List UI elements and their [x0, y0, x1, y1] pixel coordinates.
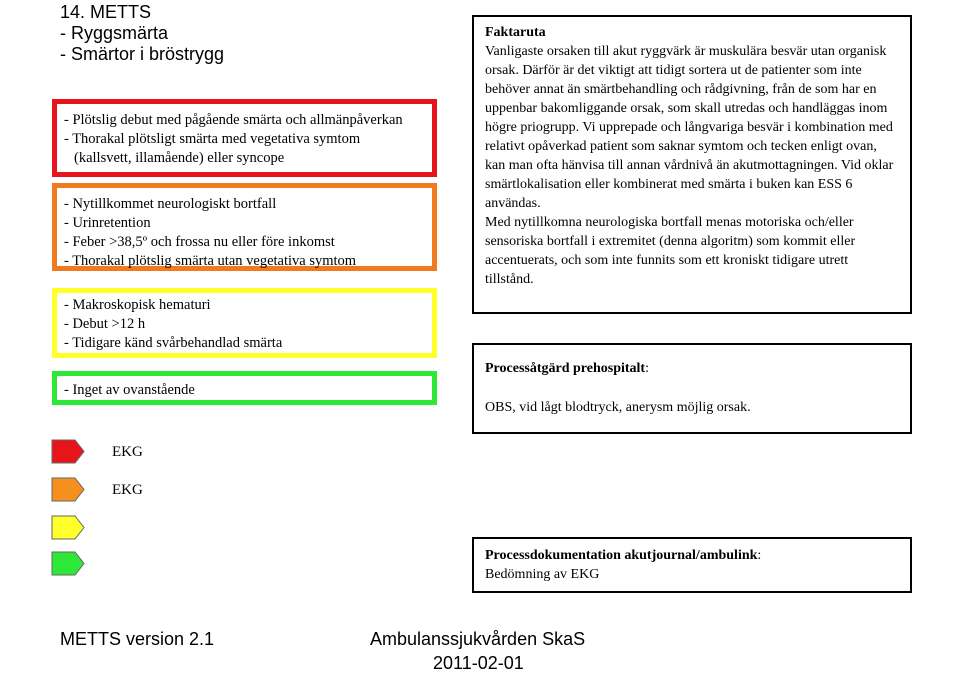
- faktaruta-heading: Faktaruta: [485, 25, 546, 40]
- orange-priority-arrow-icon: [51, 477, 85, 502]
- footer-date: 2011-02-01: [433, 653, 524, 673]
- triage-orange-line-3: - Feber >38,5º och frossa nu eller före inkomst: [64, 234, 335, 250]
- yellow-priority-arrow-icon: [51, 515, 85, 540]
- footer-version: METTS version 2.1: [60, 629, 215, 649]
- process-colon: :: [645, 361, 649, 376]
- faktaruta-box: [472, 15, 912, 314]
- triage-green-line-1: - Inget av ovanstående: [64, 382, 195, 398]
- faktaruta-paragraph-2: Med nytillkomna neurologiska bortfall menas motoriska och/eller sensoriska bortfall i extremitet (denna algoritm) som kommit eller accentuerats, och som inte funnits som ett kroniskt tidigare utrett tillstånd.: [485, 215, 856, 287]
- title-line-1: 14. METTS: [60, 2, 152, 22]
- triage-red-line-2: - Thorakal plötsligt smärta med vegetativa symtom: [64, 131, 361, 147]
- triage-yellow-line-1: - Makroskopisk hematuri: [64, 297, 211, 313]
- legend-red-label: EKG: [112, 444, 143, 460]
- documentation-label: Processdokumentation akutjournal/ambulink: [485, 548, 758, 563]
- triage-yellow-line-2: - Debut >12 h: [64, 316, 146, 332]
- title-line-3: - Smärtor i bröstrygg: [60, 44, 225, 64]
- triage-orange-line-2: - Urinretention: [64, 215, 151, 231]
- triage-box-green: [52, 371, 437, 405]
- process-documentation-box: [472, 537, 912, 593]
- triage-box-orange: [52, 183, 437, 271]
- green-priority-arrow-icon: [51, 551, 85, 576]
- triage-box-yellow: [52, 288, 437, 358]
- footer-organization: Ambulanssjukvården SkaS: [370, 629, 586, 649]
- title-line-2: - Ryggsmärta: [60, 23, 169, 43]
- process-text: OBS, vid lågt blodtryck, anerysm möjlig orsak.: [485, 400, 751, 415]
- documentation-colon: :: [757, 548, 762, 563]
- triage-red-line-1: - Plötslig debut med pågående smärta och allmänpåverkan: [64, 112, 403, 128]
- legend-orange-label: EKG: [112, 482, 143, 498]
- triage-orange-line-1: - Nytillkommet neurologiskt bortfall: [64, 196, 277, 212]
- process-label: Processåtgärd prehospitalt: [485, 361, 646, 376]
- red-priority-arrow-icon: [51, 439, 85, 464]
- faktaruta-paragraph-1: Vanligaste orsaken till akut ryggvärk är muskulära besvär utan organisk orsak. Därför är det viktigt att tidigt sortera ut de patienter som inte behöver annat än smärtbehandling och rådgivning, från de som har en uppenbar bakomliggande orsak, som skall utredas och handläggas inom högre priogrupp. Vi upprepade och långvariga besvär i kombination med relativt opåverkad patient som saknar symtom och tecken enligt ovan, kan man ofta hänvisa till annan vårdnivå än akutmottagningen. Vid oklar smärtlokalisation eller kombinerat med smärta i buken kan ESS 6 användas.: [485, 44, 894, 211]
- documentation-text: Bedömning av EKG: [485, 567, 600, 582]
- triage-yellow-line-3: - Tidigare känd svårbehandlad smärta: [64, 335, 283, 351]
- triage-box-red: [52, 99, 437, 177]
- triage-red-line-3: (kallsvett, illamående) eller syncope: [74, 150, 285, 166]
- process-prehospital-box: [472, 343, 912, 434]
- page-title: [60, 2, 224, 65]
- triage-orange-line-4: - Thorakal plötslig smärta utan vegetativa symtom: [64, 253, 357, 269]
